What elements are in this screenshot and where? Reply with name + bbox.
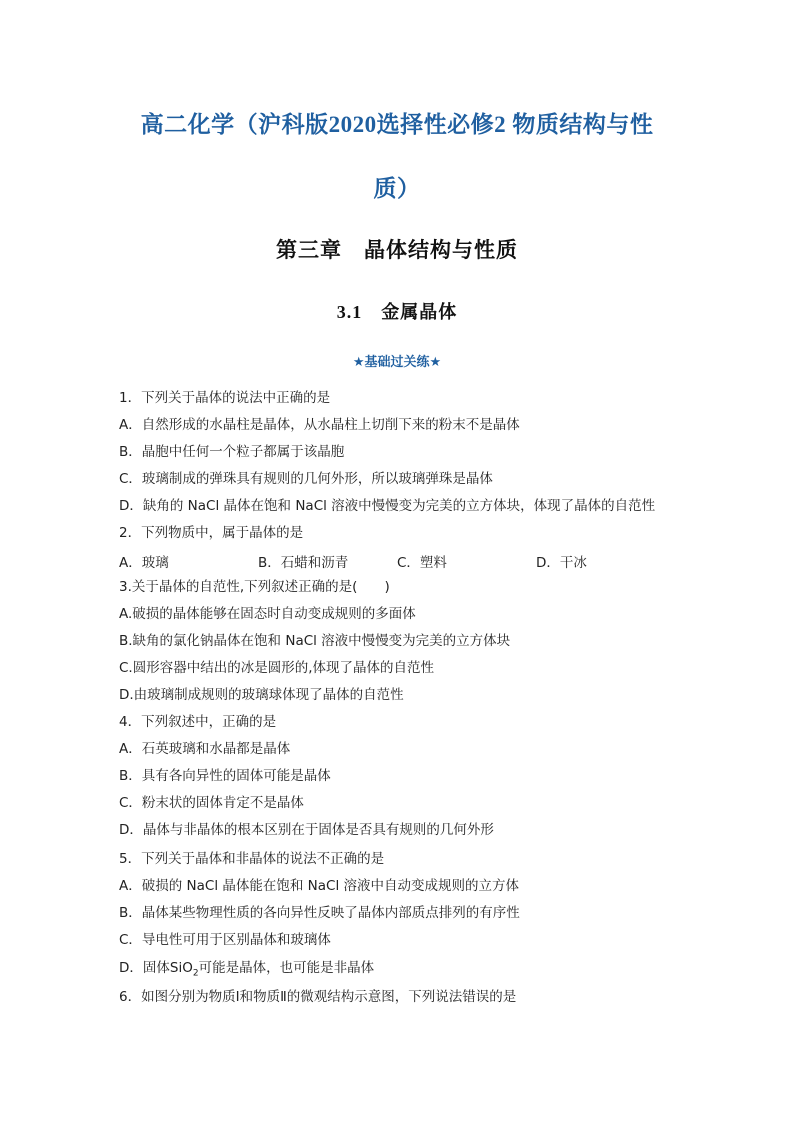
question-1-stem: 1．下列关于晶体的说法中正确的是 <box>119 390 331 406</box>
exercise-banner: ★基础过关练★ <box>352 355 442 370</box>
question-5-option-d-suffix: 可能是晶体，也可能是非晶体 <box>198 960 375 976</box>
document-title-line2: 质） <box>373 176 421 201</box>
chapter-heading: 第三章 晶体结构与性质 <box>276 238 518 262</box>
question-2-option-a: A．玻璃 <box>119 555 169 571</box>
question-2-option-b: B．石蜡和沥青 <box>258 555 349 571</box>
question-5-option-d-prefix: D．固体 <box>119 960 170 976</box>
question-3-option-c: C.圆形容器中结出的冰是圆形的,体现了晶体的自范性 <box>119 660 435 676</box>
question-1-option-d: D．缺角的 NaCl 晶体在饱和 NaCl 溶液中慢慢变为完美的立方体块，体现了晶体的自范性 <box>119 498 656 514</box>
question-5-option-b: B．晶体某些物理性质的各向异性反映了晶体内部质点排列的有序性 <box>119 905 520 921</box>
question-2-option-c: C．塑料 <box>397 555 447 571</box>
question-5-option-d <box>119 959 374 983</box>
question-3-option-d: D.由玻璃制成规则的玻璃球体现了晶体的自范性 <box>119 687 404 703</box>
question-5-stem: 5．下列关于晶体和非晶体的说法不正确的是 <box>119 851 385 867</box>
question-4-option-b: B．具有各向异性的固体可能是晶体 <box>119 768 331 784</box>
section-heading: 3.1 金属晶体 <box>336 302 458 322</box>
question-4-option-c: C．粉末状的固体肯定不是晶体 <box>119 795 304 811</box>
sio2-formula: SiO$_2$ <box>169 960 199 979</box>
question-2-stem: 2．下列物质中，属于晶体的是 <box>119 525 304 541</box>
question-2-option-d: D．干冰 <box>536 555 587 571</box>
question-1-option-c: C．玻璃制成的弹珠具有规则的几何外形，所以玻璃弹珠是晶体 <box>119 471 493 487</box>
question-4-stem: 4．下列叙述中，正确的是 <box>119 714 277 730</box>
question-3-stem: 3.关于晶体的自范性,下列叙述正确的是( ) <box>119 579 390 595</box>
question-5-option-c: C．导电性可用于区别晶体和玻璃体 <box>119 932 331 948</box>
question-4-option-d: D．晶体与非晶体的根本区别在于固体是否具有规则的几何外形 <box>119 822 494 838</box>
question-5-option-a: A．破损的 NaCl 晶体能在饱和 NaCl 溶液中自动变成规则的立方体 <box>119 878 519 894</box>
document-title-line1: 高二化学（沪科版2020选择性必修2 物质结构与性 <box>140 112 654 137</box>
question-3-option-b: B.缺角的氯化钠晶体在饱和 NaCl 溶液中慢慢变为完美的立方体块 <box>119 633 511 649</box>
question-4-option-a: A．石英玻璃和水晶都是晶体 <box>119 741 291 757</box>
question-6-stem: 6．如图分别为物质Ⅰ和物质Ⅱ的微观结构示意图，下列说法错误的是 <box>119 989 517 1005</box>
question-1-option-a: A．自然形成的水晶柱是晶体，从水晶柱上切削下来的粉末不是晶体 <box>119 417 520 433</box>
question-1-option-b: B．晶胞中任何一个粒子都属于该晶胞 <box>119 444 345 460</box>
question-3-option-a: A.破损的晶体能够在固态时自动变成规则的多面体 <box>119 606 416 622</box>
